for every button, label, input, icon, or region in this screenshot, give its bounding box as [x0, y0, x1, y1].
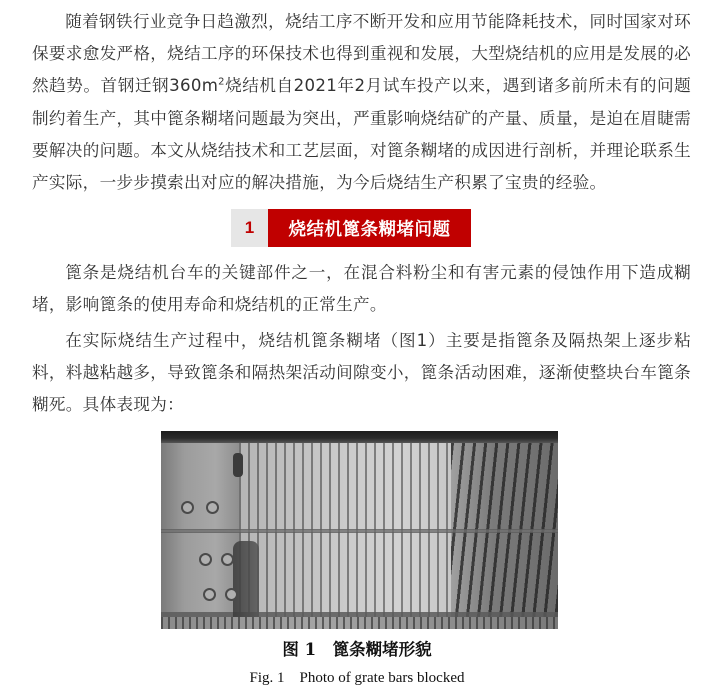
figure-caption-english: Fig. 1 Photo of grate bars blocked: [249, 670, 465, 686]
bolt-icon: [199, 553, 212, 566]
figure-caption-chinese: 图 1 篦条糊堵形貌: [282, 640, 432, 659]
section-title: 烧结机篦条糊堵问题: [268, 209, 471, 247]
photo-dark-post: [233, 541, 259, 617]
photo-bottom-strip: [161, 617, 558, 629]
blockage-paragraph: 在实际烧结生产过程中，烧结机篦条糊堵（图1）主要是指篦条及隔热架上逐步粘料，料越粘越多，导致篦条和隔热架活动间隙变小，篦条活动困难，逐渐使整块台车篦条糊死。具体表现为：: [32, 331, 691, 415]
bolt-icon: [221, 553, 234, 566]
section-number: 1: [231, 209, 268, 247]
grate-bar-paragraph: 篦条是烧结机台车的关键部件之一，在混合料粉尘和有害元素的侵蚀作用下造成糊堵，影响篦条的使用寿命和烧结机的正常生产。: [32, 263, 691, 315]
photo-left-frame: [161, 443, 239, 629]
figure-1-photo: [161, 431, 558, 629]
bolt-icon: [181, 501, 194, 514]
superscript-2: 2: [218, 76, 225, 88]
photo-seam: [161, 529, 558, 533]
bolt-icon: [225, 588, 238, 601]
intro-text-part-2: 烧结机自2021年2月试车投产以来，遇到诸多前所未有的问题制约着生产，其中篦条糊堵问题最为突出，严重影响烧结矿的产量、质量，是迫在眉睫需要解决的问题。本文从烧结技术和工艺层面，对篦条糊堵的成因进行剖析，并理论联系生产实际，一步步摸索出对应的解决措施，为今后烧结生产积累了宝贵的经验。: [32, 76, 691, 193]
photo-dark-slot: [233, 453, 243, 477]
bolt-icon: [206, 501, 219, 514]
intro-paragraph: [32, 6, 691, 199]
intro-text-part-1: 随着钢铁行业竞争日趋激烈，烧结工序不断开发和应用节能降耗技术，同时国家对环保要求愈发严格，烧结工序的环保技术也得到重视和发展，大型烧结机的应用是发展的必然趋势。首钢迁钢360m: [32, 12, 691, 96]
photo-clear-grate-bars: [451, 443, 558, 629]
photo-top-band: [161, 431, 558, 443]
section-heading: [231, 209, 471, 247]
bolt-icon: [203, 588, 216, 601]
